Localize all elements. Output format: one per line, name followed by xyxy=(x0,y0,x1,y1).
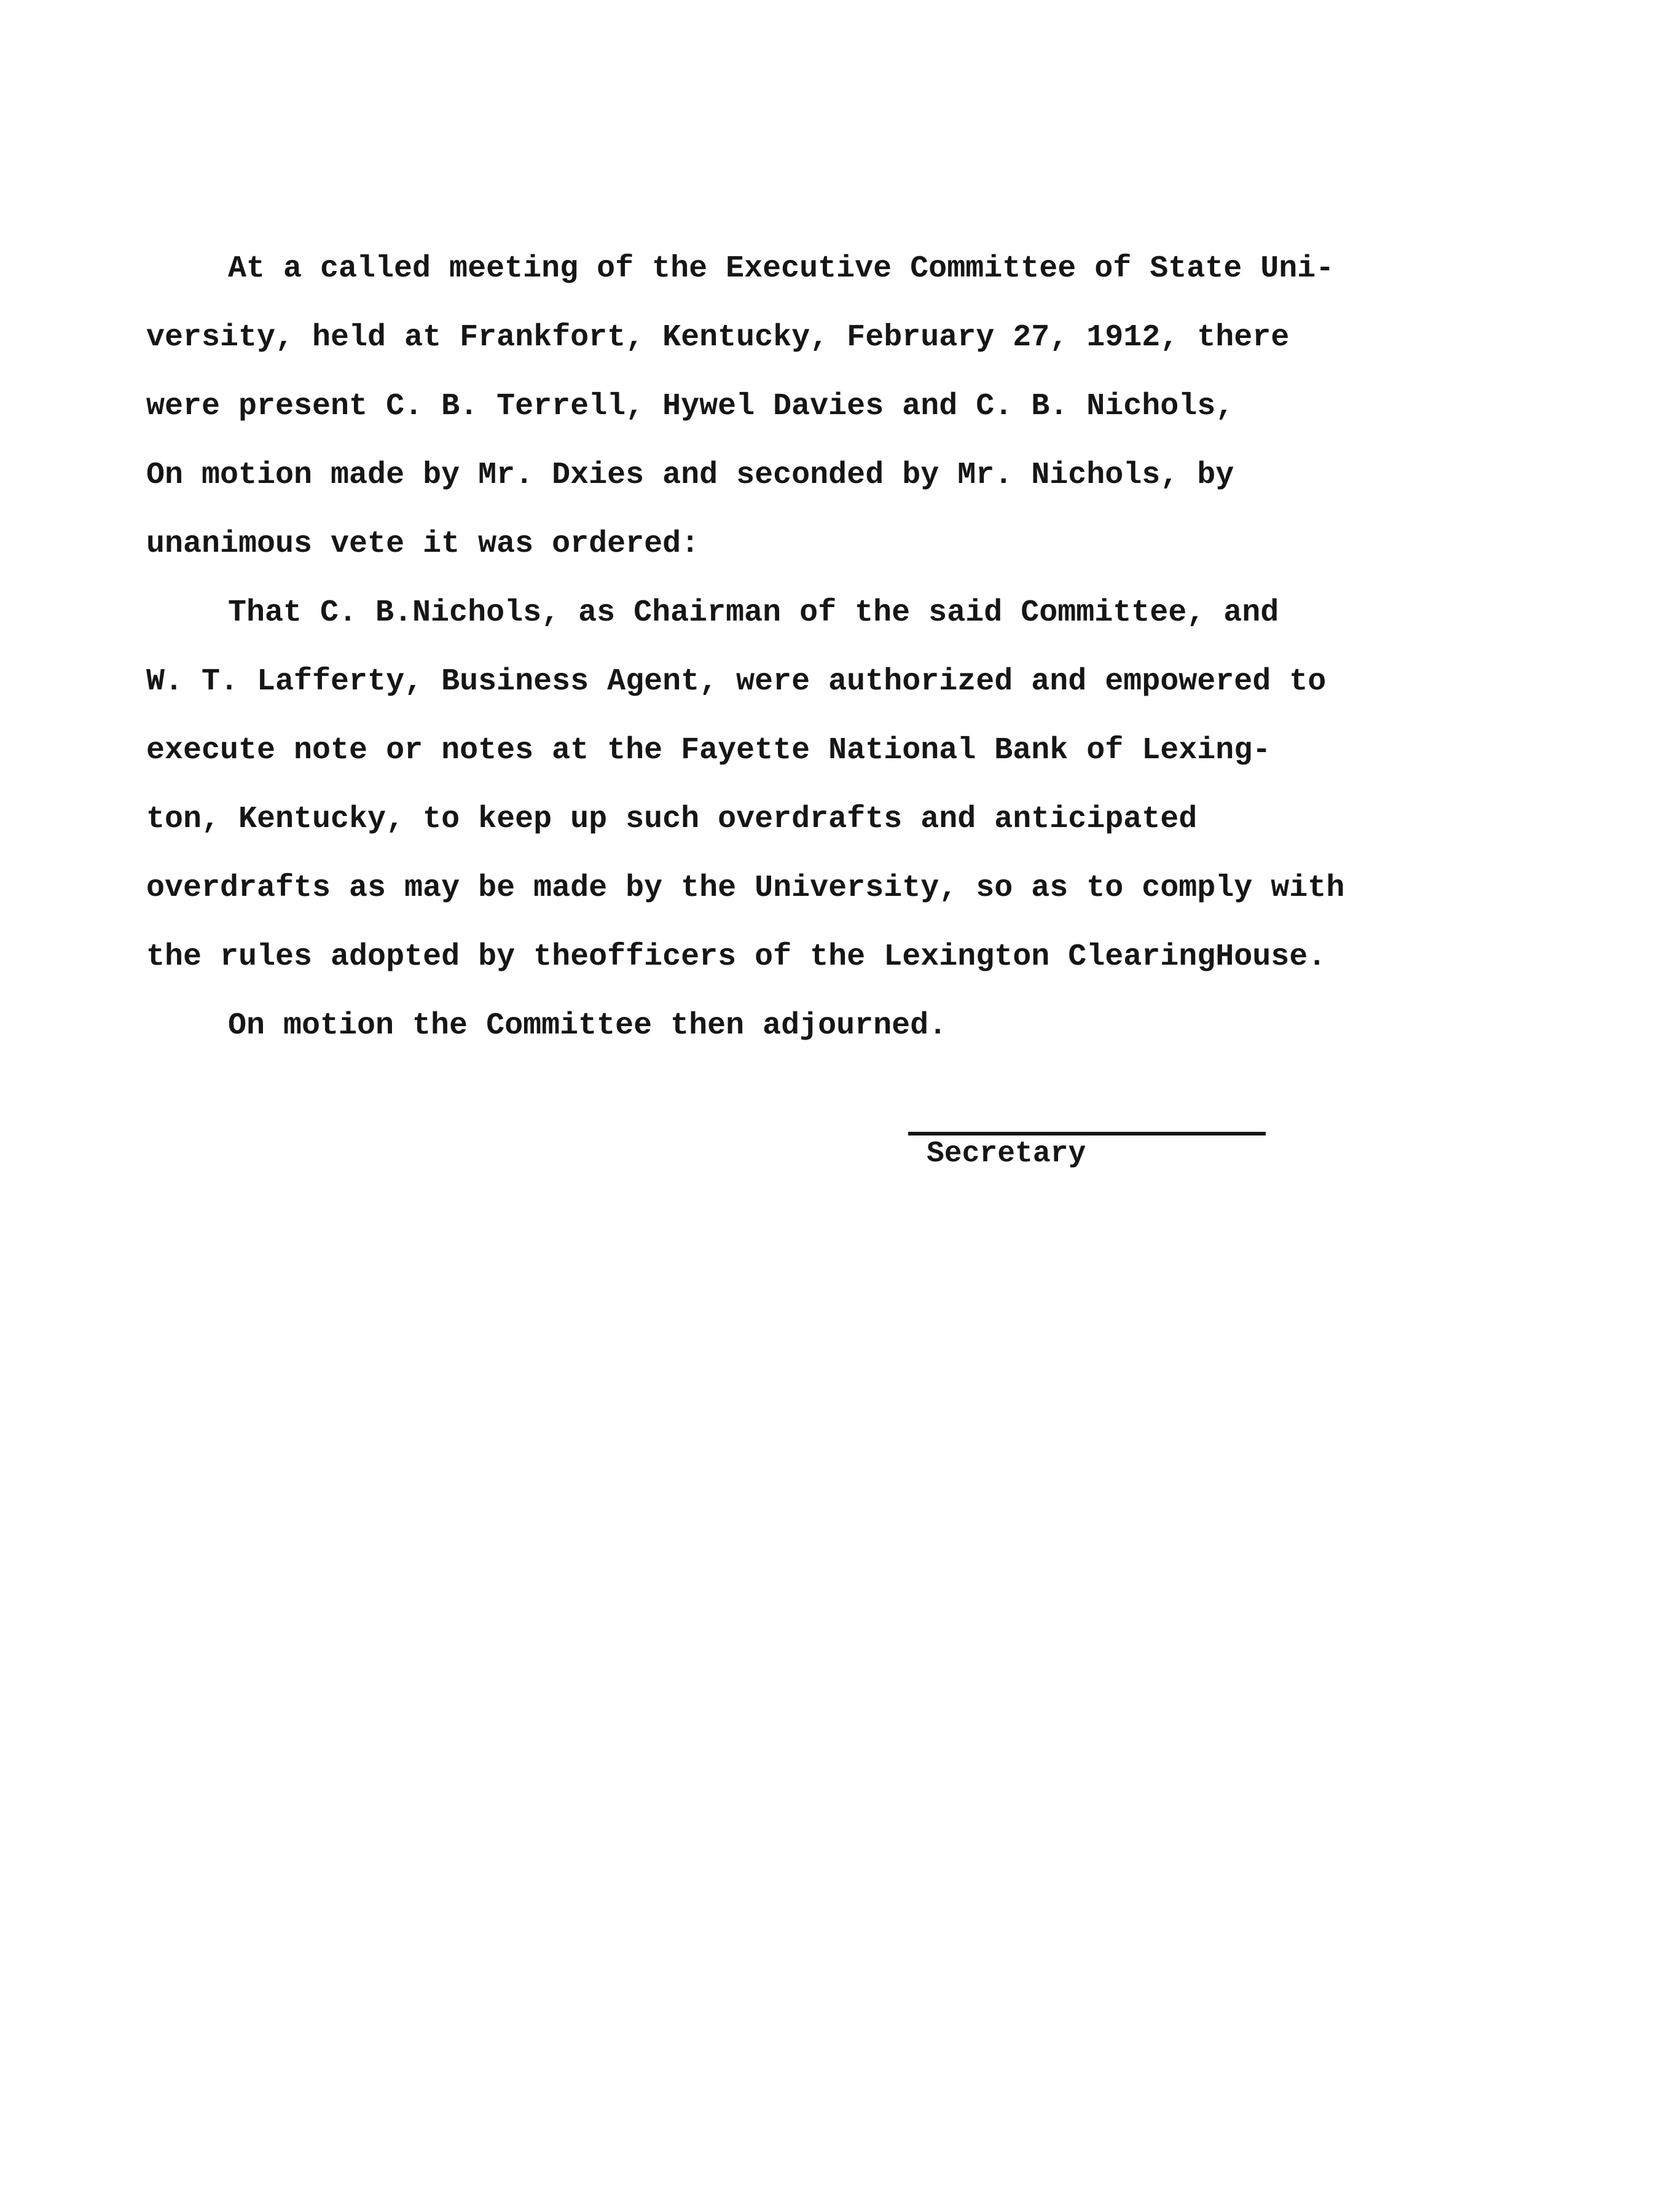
signature-block xyxy=(908,1132,1266,1171)
minutes-line: At a called meeting of the Executive Committee of State Uni- xyxy=(228,251,1335,286)
minutes-line: On motion the Committee then adjourned. xyxy=(228,1008,947,1043)
minutes-line: versity, held at Frankfort, Kentucky, February 27, 1912, there xyxy=(146,320,1290,355)
minutes-line: W. T. Lafferty, Business Agent, were authorized and empowered to xyxy=(146,664,1327,699)
signature-line xyxy=(908,1132,1266,1135)
minutes-line: unanimous vete it was ordered: xyxy=(146,527,700,562)
minutes-line: ton, Kentucky, to keep up such overdrafts and anticipated xyxy=(146,802,1198,837)
minutes-line: On motion made by Mr. Dxies and seconded by Mr. Nichols, by xyxy=(146,458,1234,493)
signature-label: Secretary xyxy=(927,1137,1086,1171)
minutes-text xyxy=(146,235,1516,1061)
minutes-line: the rules adopted by theofficers of the Lexington ClearingHouse. xyxy=(146,939,1327,975)
minutes-line: execute note or notes at the Fayette National Bank of Lexing- xyxy=(146,733,1271,768)
minutes-line: were present C. B. Terrell, Hywel Davies and C. B. Nichols, xyxy=(146,389,1234,424)
minutes-line: overdrafts as may be made by the University, so as to comply with xyxy=(146,871,1345,906)
minutes-line: That C. B.Nichols, as Chairman of the said Committee, and xyxy=(228,595,1279,630)
